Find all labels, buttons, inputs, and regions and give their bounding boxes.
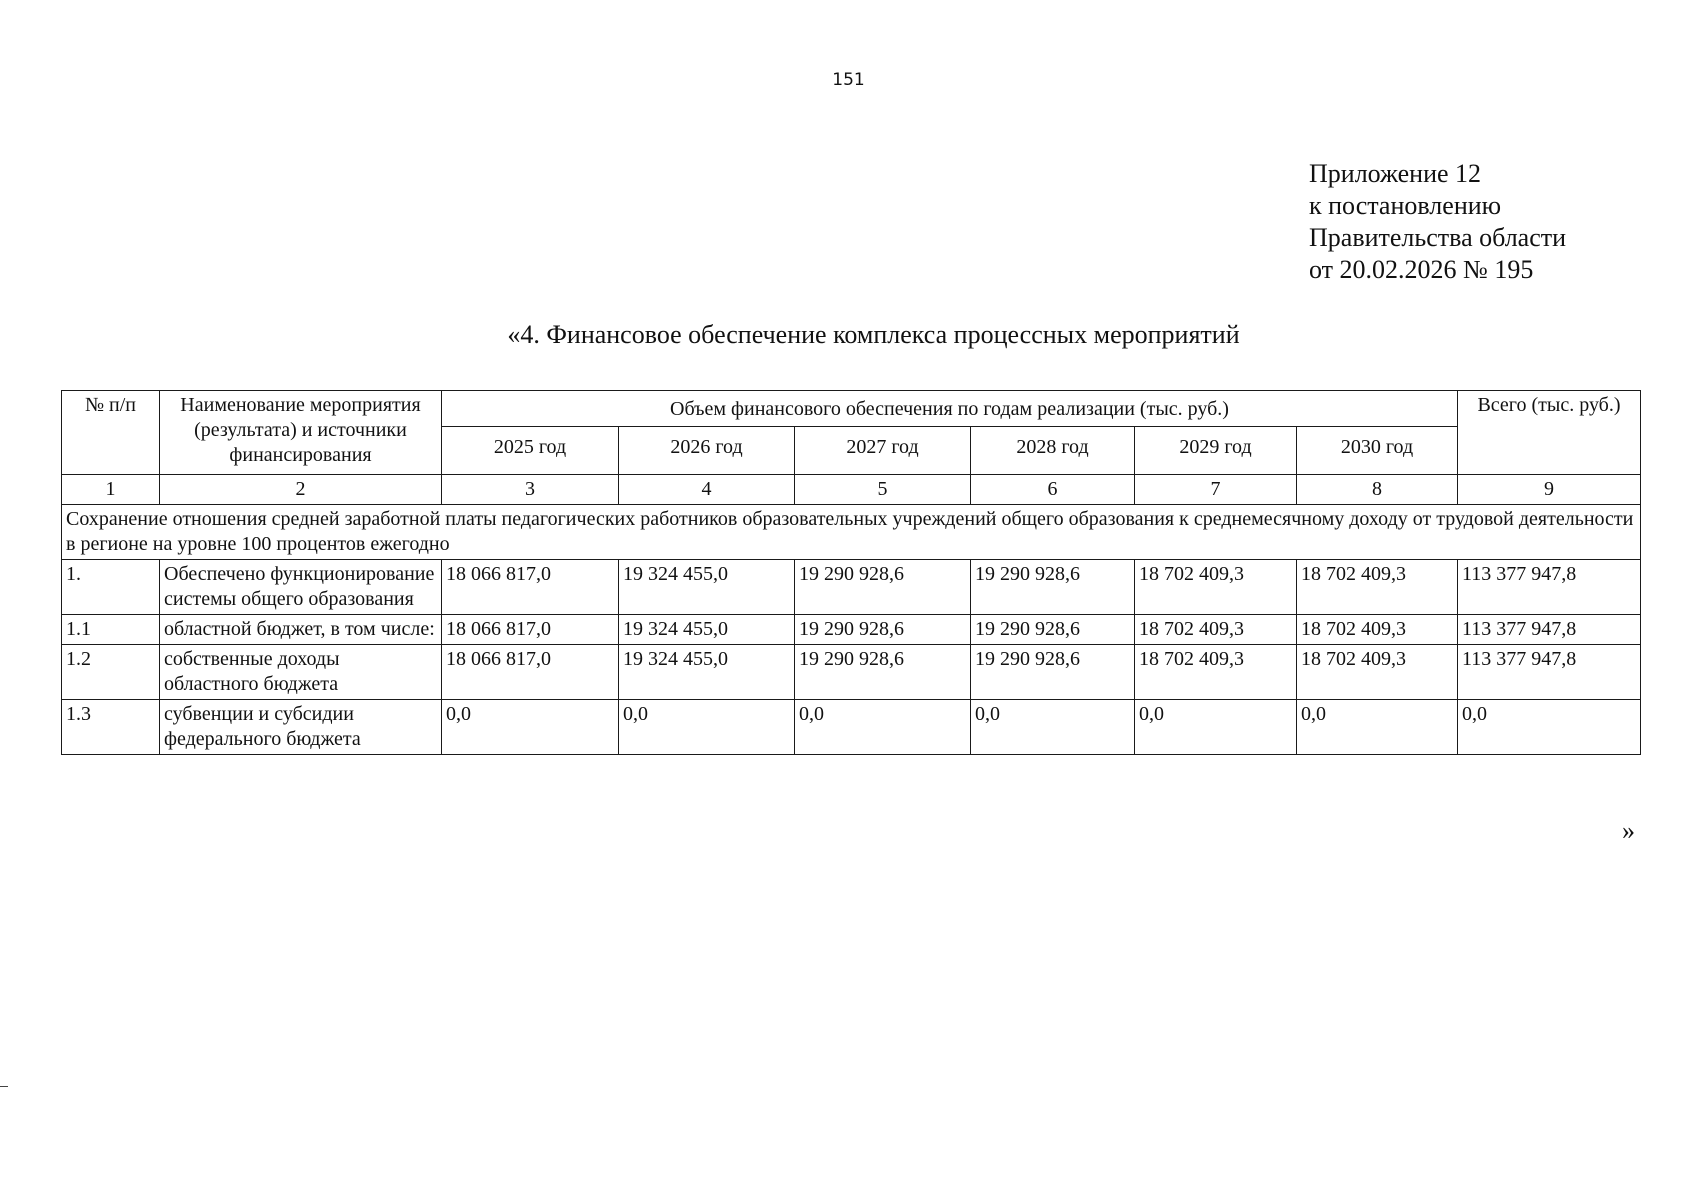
value-2028: 19 290 928,6 bbox=[971, 645, 1135, 700]
appendix-line-1: Приложение 12 bbox=[1309, 159, 1482, 188]
financing-table bbox=[61, 390, 1641, 755]
value-2026: 19 324 455,0 bbox=[619, 560, 795, 615]
row-num: 1.3 bbox=[62, 700, 160, 755]
value-2029: 18 702 409,3 bbox=[1135, 615, 1297, 645]
value-total: 113 377 947,8 bbox=[1458, 645, 1641, 700]
margin-mark bbox=[0, 1086, 8, 1087]
value-2028: 19 290 928,6 bbox=[971, 560, 1135, 615]
column-number: 3 bbox=[442, 475, 619, 505]
header-year-2028: 2028 год bbox=[971, 427, 1135, 475]
row-name: субвенции и субсидии федерального бюджета bbox=[160, 700, 442, 755]
value-2025: 0,0 bbox=[442, 700, 619, 755]
value-total: 0,0 bbox=[1458, 700, 1641, 755]
closing-quote: » bbox=[1622, 816, 1635, 845]
header-volume: Объем финансового обеспечения по годам реализации (тыс. руб.) bbox=[442, 391, 1458, 427]
column-number: 4 bbox=[619, 475, 795, 505]
value-2030: 18 702 409,3 bbox=[1297, 645, 1458, 700]
page-number: 151 bbox=[832, 70, 865, 90]
section-title: «4. Финансовое обеспечение комплекса процессных мероприятий bbox=[507, 320, 1240, 349]
header-year-2027: 2027 год bbox=[795, 427, 971, 475]
value-2027: 19 290 928,6 bbox=[795, 560, 971, 615]
header-year-2025: 2025 год bbox=[442, 427, 619, 475]
column-number: 7 bbox=[1135, 475, 1297, 505]
row-num: 1. bbox=[62, 560, 160, 615]
value-total: 113 377 947,8 bbox=[1458, 560, 1641, 615]
appendix-block bbox=[1309, 158, 1566, 286]
value-2029: 18 702 409,3 bbox=[1135, 560, 1297, 615]
goal-row bbox=[62, 505, 1641, 560]
table-row bbox=[62, 615, 1641, 645]
row-num: 1.2 bbox=[62, 645, 160, 700]
value-2025: 18 066 817,0 bbox=[442, 615, 619, 645]
column-number: 6 bbox=[971, 475, 1135, 505]
row-name: собственные доходы областного бюджета bbox=[160, 645, 442, 700]
column-number: 2 bbox=[160, 475, 442, 505]
appendix-line-4: от 20.02.2026 № 195 bbox=[1309, 255, 1534, 284]
goal-text: Сохранение отношения средней заработной платы педагогических работников образовательных учреждений общего образования к среднемесячному доходу от трудовой деятельности в регионе на уровне 100 процентов ежегодно bbox=[62, 505, 1641, 560]
column-number: 1 bbox=[62, 475, 160, 505]
value-2030: 18 702 409,3 bbox=[1297, 560, 1458, 615]
row-name: областной бюджет, в том числе: bbox=[160, 615, 442, 645]
value-2027: 19 290 928,6 bbox=[795, 645, 971, 700]
header-num: № п/п bbox=[62, 391, 160, 475]
header-name: Наименование мероприятия (результата) и источники финансирования bbox=[160, 391, 442, 475]
value-2028: 19 290 928,6 bbox=[971, 615, 1135, 645]
table-row bbox=[62, 645, 1641, 700]
value-2029: 18 702 409,3 bbox=[1135, 645, 1297, 700]
appendix-line-2: к постановлению bbox=[1309, 191, 1502, 220]
header-total: Всего (тыс. руб.) bbox=[1458, 391, 1641, 475]
value-2030: 18 702 409,3 bbox=[1297, 615, 1458, 645]
value-total: 113 377 947,8 bbox=[1458, 615, 1641, 645]
column-number: 8 bbox=[1297, 475, 1458, 505]
column-number: 9 bbox=[1458, 475, 1641, 505]
column-number: 5 bbox=[795, 475, 971, 505]
value-2025: 18 066 817,0 bbox=[442, 560, 619, 615]
header-year-2030: 2030 год bbox=[1297, 427, 1458, 475]
header-year-2029: 2029 год bbox=[1135, 427, 1297, 475]
row-name: Обеспечено функционирование системы общего образования bbox=[160, 560, 442, 615]
value-2029: 0,0 bbox=[1135, 700, 1297, 755]
value-2025: 18 066 817,0 bbox=[442, 645, 619, 700]
value-2027: 19 290 928,6 bbox=[795, 615, 971, 645]
value-2026: 19 324 455,0 bbox=[619, 645, 795, 700]
header-year-2026: 2026 год bbox=[619, 427, 795, 475]
header-row-1 bbox=[62, 391, 1641, 427]
appendix-line-3: Правительства области bbox=[1309, 223, 1567, 252]
table-row bbox=[62, 560, 1641, 615]
value-2030: 0,0 bbox=[1297, 700, 1458, 755]
column-numbers-row bbox=[62, 475, 1641, 505]
value-2026: 0,0 bbox=[619, 700, 795, 755]
table-row bbox=[62, 700, 1641, 755]
value-2028: 0,0 bbox=[971, 700, 1135, 755]
value-2026: 19 324 455,0 bbox=[619, 615, 795, 645]
value-2027: 0,0 bbox=[795, 700, 971, 755]
row-num: 1.1 bbox=[62, 615, 160, 645]
